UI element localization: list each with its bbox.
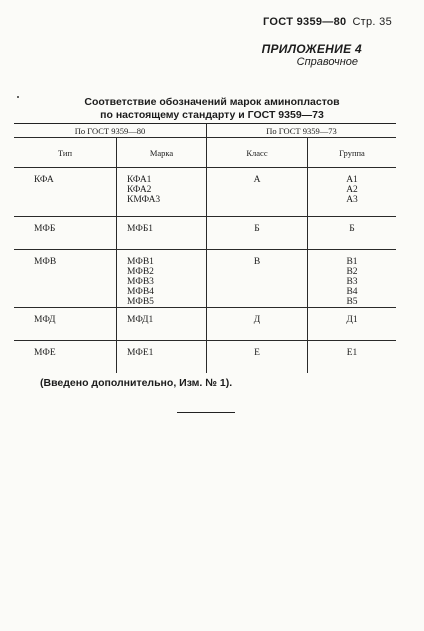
title-line-2: по настоящему стандарту и ГОСТ 9359—73	[100, 109, 324, 121]
group-item: В3	[346, 277, 358, 287]
table-row	[14, 168, 396, 217]
table-row	[14, 341, 396, 374]
mark-item: МФВ4	[127, 287, 154, 297]
group-item: Б	[349, 224, 355, 234]
mark-item: МФБ1	[127, 224, 154, 234]
group-header-new: По ГОСТ 9359—80	[14, 124, 207, 138]
page-number: Стр. 35	[352, 16, 392, 28]
cell-marks	[117, 341, 207, 374]
mark-item: МФЕ1	[127, 348, 154, 358]
cell-marks	[117, 217, 207, 250]
running-header	[263, 16, 392, 28]
cell-type: МФЕ	[14, 341, 117, 374]
cell-marks	[117, 168, 207, 217]
mark-item: МФВ1	[127, 257, 154, 267]
cell-type: МФВ	[14, 250, 117, 308]
cell-class: Б	[207, 217, 308, 250]
table-group-header-row	[14, 124, 396, 138]
column-header-class: Класс	[207, 138, 308, 168]
group-item: В1	[346, 257, 358, 267]
group-item: В4	[346, 287, 358, 297]
table-row	[14, 217, 396, 250]
group-item: А3	[346, 195, 358, 205]
cell-class: Д	[207, 308, 308, 341]
group-item: А2	[346, 185, 358, 195]
column-header-type: Тип	[14, 138, 117, 168]
mark-item: МФВ2	[127, 267, 154, 277]
column-header-group: Группа	[308, 138, 397, 168]
cell-marks	[117, 250, 207, 308]
mark-item: КМФА3	[127, 195, 161, 205]
table-column-header-row	[14, 138, 396, 168]
group-header-old: По ГОСТ 9359—73	[207, 124, 397, 138]
cell-class: Е	[207, 341, 308, 374]
cell-groups	[308, 250, 397, 308]
mark-item: МФД1	[127, 315, 154, 325]
cell-type: МФД	[14, 308, 117, 341]
standard-number: ГОСТ 9359—80	[263, 16, 347, 28]
column-header-mark: Марка	[117, 138, 207, 168]
cell-groups	[308, 308, 397, 341]
group-item: А1	[346, 175, 358, 185]
cell-groups	[308, 168, 397, 217]
mark-item: МФВ5	[127, 297, 154, 307]
cell-marks	[117, 308, 207, 341]
mark-item: КФА2	[127, 185, 152, 195]
cell-groups	[308, 217, 397, 250]
group-item: Е1	[346, 348, 358, 358]
end-rule	[177, 412, 235, 413]
table-row	[14, 250, 396, 308]
table-title	[0, 96, 424, 122]
mark-item: КФА1	[127, 175, 152, 185]
group-item: В5	[346, 297, 358, 307]
correspondence-table	[14, 123, 396, 373]
table-row	[14, 308, 396, 341]
cell-type: МФБ	[14, 217, 117, 250]
appendix-reference: Справочное	[296, 56, 358, 68]
group-item: В2	[346, 267, 358, 277]
amendment-note: (Введено дополнительно, Изм. № 1).	[40, 377, 233, 389]
title-line-1: Соответствие обозначений марок аминопластов	[84, 96, 340, 108]
cell-groups	[308, 341, 397, 374]
appendix-label: ПРИЛОЖЕНИЕ 4	[261, 42, 362, 56]
group-item: Д1	[346, 315, 358, 325]
cell-type: КФА	[14, 168, 117, 217]
mark-item: МФВ3	[127, 277, 154, 287]
cell-class: В	[207, 250, 308, 308]
cell-class: А	[207, 168, 308, 217]
